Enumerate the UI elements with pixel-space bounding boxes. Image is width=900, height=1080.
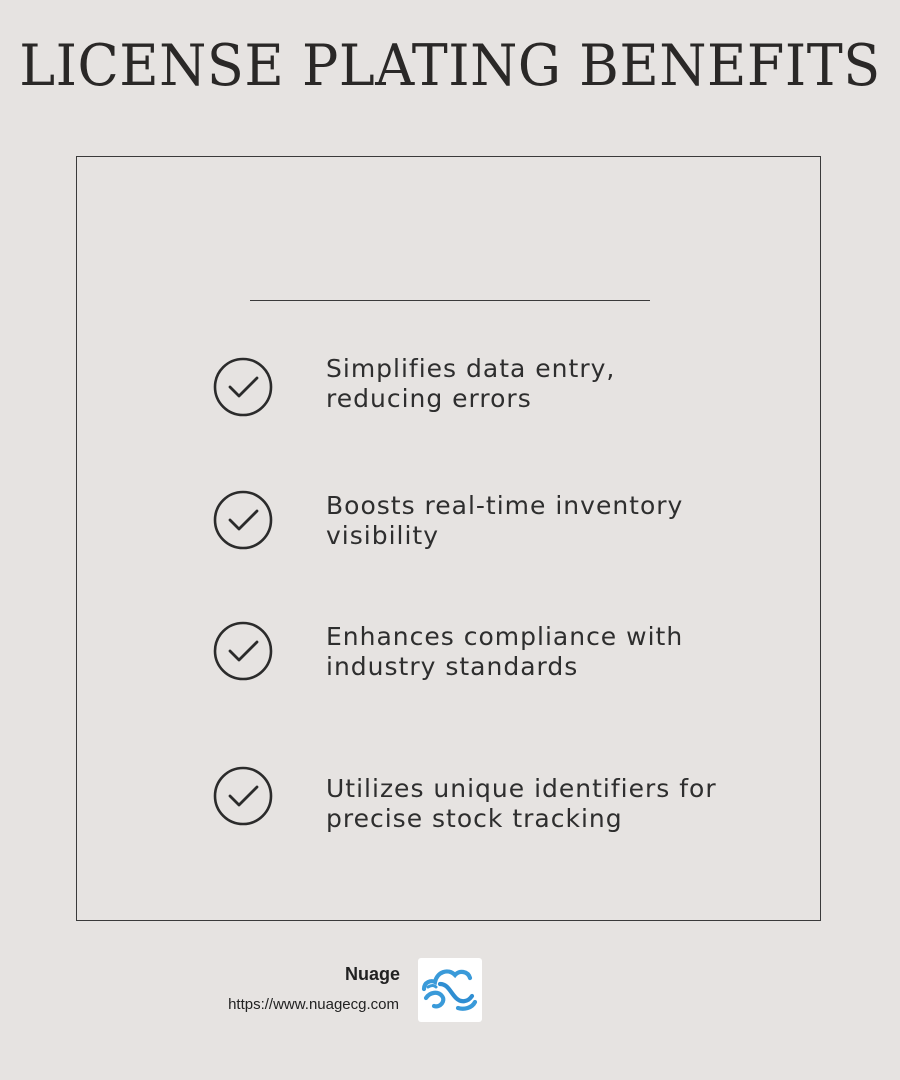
brand-name: Nuage — [344, 964, 400, 984]
nuage-logo-icon — [418, 958, 482, 1022]
benefit-text: Enhances compliance with industry standards — [326, 622, 684, 681]
cloud-logo-icon — [418, 958, 482, 1022]
benefit-text: Simplifies data entry, reducing errors — [326, 354, 616, 413]
benefit-item-1 — [212, 356, 772, 420]
benefit-item-2 — [212, 489, 772, 553]
benefit-item-3 — [212, 620, 772, 684]
check-circle-icon — [212, 489, 274, 551]
panel-divider — [250, 300, 650, 301]
brand-url[interactable]: https://www.nuagecg.com — [228, 996, 399, 1013]
check-circle-icon — [212, 765, 274, 827]
benefit-text: Boosts real-time inventory visibility — [326, 491, 684, 550]
page-title: LICENSE PLATING BENEFITS — [19, 32, 881, 99]
benefit-text: Utilizes unique identifiers for precise stock tracking — [326, 774, 717, 833]
benefit-item-4 — [212, 765, 772, 833]
check-circle-icon — [212, 620, 274, 682]
check-circle-icon — [212, 356, 274, 418]
